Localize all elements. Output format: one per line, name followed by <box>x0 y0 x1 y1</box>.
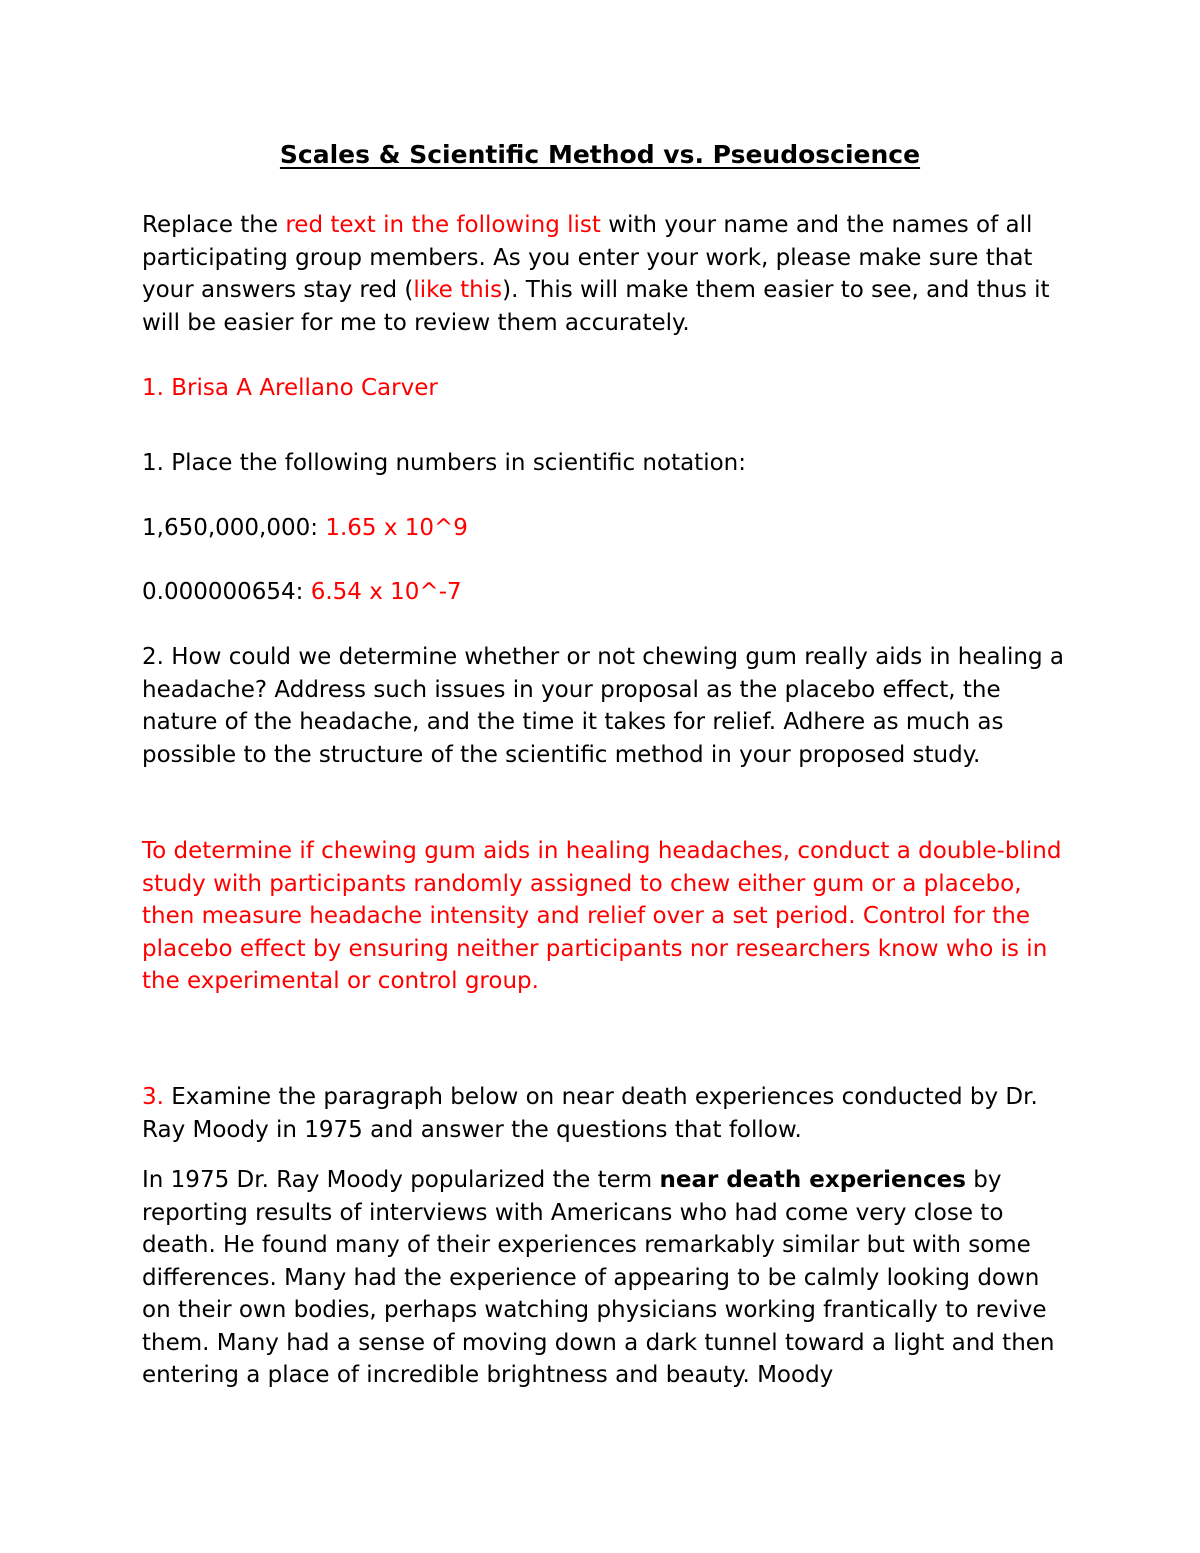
instructions-text-3: ). This will make them easier to see, and thus it will be easier for me to review them accurately. <box>142 277 1050 336</box>
document-title: Scales & Scientific Method vs. Pseudoscience <box>279 140 921 169</box>
q1-number-1: 1,650,000,000: <box>142 515 326 541</box>
near-death-paragraph <box>142 1164 1072 1392</box>
q1-answer-1: 1.65 x 10^9 <box>325 515 468 541</box>
instructions-red-example: like this <box>413 277 503 303</box>
paragraph-text-before: In 1975 Dr. Ray Moody popularized the term <box>142 1167 660 1193</box>
group-member-name: 1. Brisa A Arellano Carver <box>142 375 438 401</box>
question-3-prompt <box>142 1081 1072 1146</box>
paragraph-text-after: by reporting results of interviews with Americans who had come very close to death. He found many of their experiences remarkably similar but with some differences. Many had the experience of appearing to be calmly looking down on their own bodies, perhaps watching physicians working frantically to revive them. Many had a sense of moving down a dark tunnel toward a light and then entering a place of incredible brightness and beauty. Moody <box>142 1167 1055 1388</box>
question-2-prompt: 2. How could we determine whether or not chewing gum really aids in healing a headache? Address such issues in your proposal as the placebo effect, the nature of the headache, and the time it takes for relief. Adhere as much as possible to the structure of the scientific method in your proposed study. <box>142 644 1064 768</box>
question-1-item-2 <box>142 576 1072 609</box>
q1-number-2: 0.000000654: <box>142 579 311 605</box>
question-3-text: Examine the paragraph below on near death experiences conducted by Dr. Ray Moody in 1975 and answer the questions that follow. <box>142 1084 1038 1143</box>
question-2-answer: To determine if chewing gum aids in healing headaches, conduct a double-blind study with participants randomly assigned to chew either gum or a placebo, then measure headache intensity and relief over a set period. Control for the placebo effect by ensuring neither participants nor researchers know who is in the experimental or control group. <box>142 838 1062 994</box>
question-1-prompt: 1. Place the following numbers in scientific notation: <box>142 450 746 476</box>
paragraph-bold-term: near death experiences <box>659 1167 966 1193</box>
question-3-number: 3. <box>142 1084 164 1110</box>
instructions-text-2: with your name and the names of all participating group members. As you enter your work, please make sure that your answers stay red ( <box>142 212 1033 303</box>
instructions-text-1: Replace the <box>142 212 286 238</box>
instructions-red-text: red text in the following list <box>285 212 601 238</box>
q1-answer-2: 6.54 x 10^-7 <box>310 579 462 605</box>
question-1-item-1 <box>142 512 1072 545</box>
instructions-paragraph <box>142 209 1072 339</box>
